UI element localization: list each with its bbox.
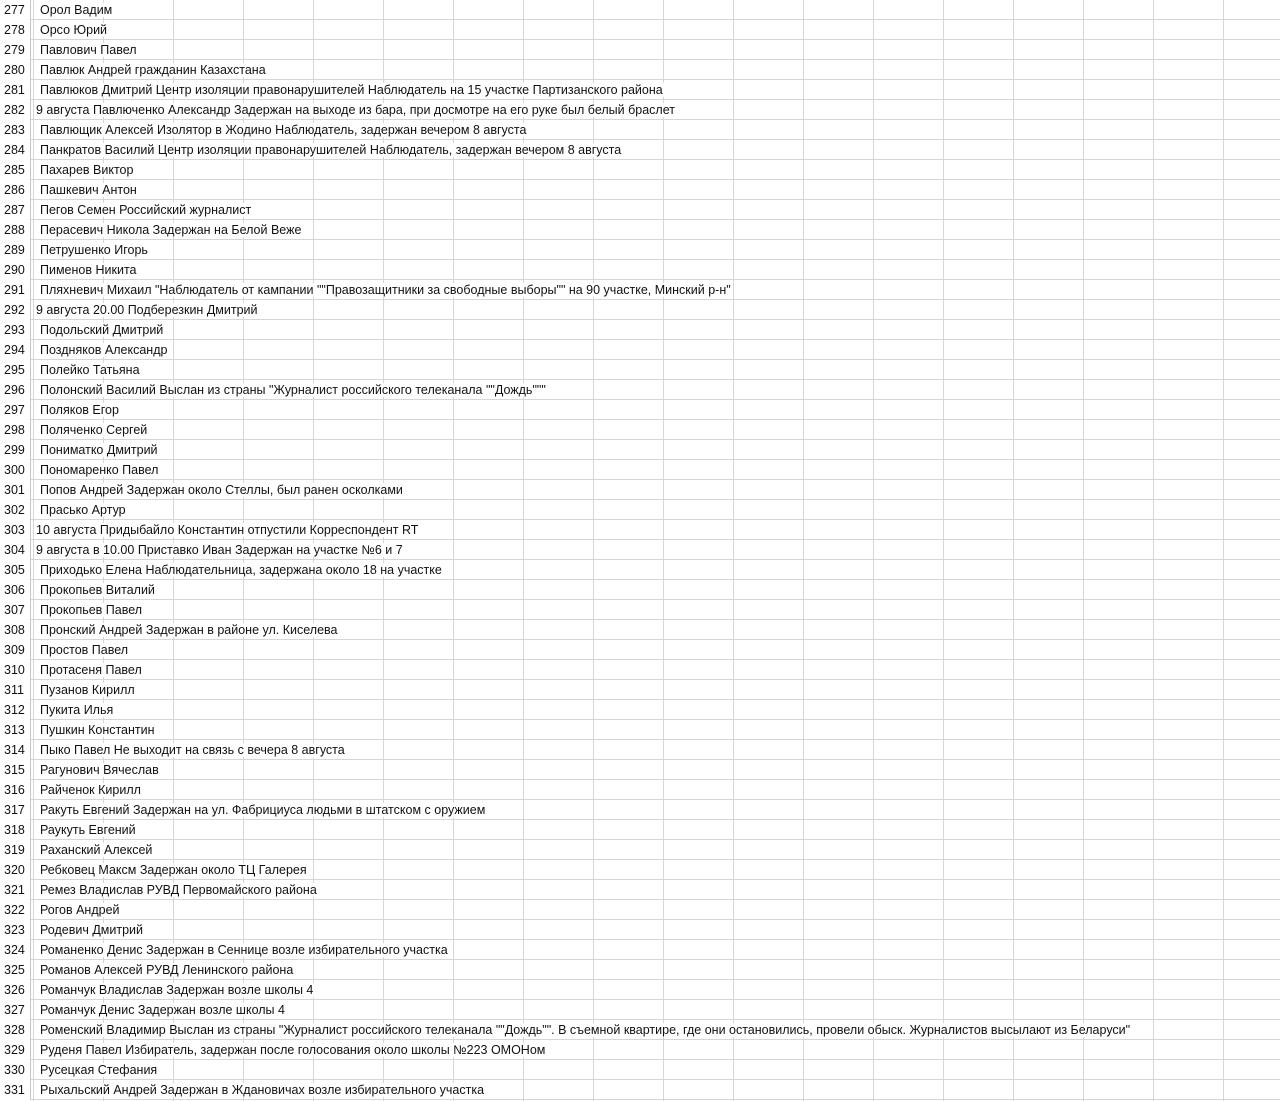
- sheet-row[interactable]: [0, 240, 1280, 260]
- cell-a[interactable]: [34, 0, 114, 20]
- sheet-row[interactable]: [0, 200, 1280, 220]
- row-number[interactable]: 311: [0, 680, 31, 700]
- row-number[interactable]: 284: [0, 140, 31, 160]
- row-number[interactable]: 321: [0, 880, 31, 900]
- cell-a[interactable]: [34, 60, 268, 80]
- cell-a[interactable]: [34, 820, 138, 840]
- cell-text: Протасеня Павел: [40, 663, 142, 677]
- cell-text: Простов Павел: [40, 643, 129, 657]
- cell-a[interactable]: [34, 320, 165, 340]
- cell-text: Романчук Денис Задержан возле школы 4: [40, 1003, 285, 1017]
- cell-a[interactable]: [34, 280, 733, 300]
- cell-a[interactable]: [34, 620, 339, 640]
- cell-a[interactable]: [34, 600, 144, 620]
- cell-a[interactable]: [34, 220, 303, 240]
- row-number[interactable]: 319: [0, 840, 31, 860]
- cell-a[interactable]: [34, 1080, 486, 1100]
- sheet-row[interactable]: [0, 380, 1280, 400]
- row-number[interactable]: 306: [0, 580, 31, 600]
- cell-text: Перасевич Никола Задержан на Белой Веже: [40, 223, 302, 237]
- cell-a[interactable]: [34, 540, 405, 560]
- cell-text: Орол Вадим: [40, 3, 113, 17]
- sheet-row[interactable]: [0, 480, 1280, 500]
- sheet-row[interactable]: [0, 140, 1280, 160]
- cell-text: Пономаренко Павел: [40, 463, 159, 477]
- cell-a[interactable]: [34, 580, 157, 600]
- row-number[interactable]: 315: [0, 760, 31, 780]
- cell-text: Орсо Юрий: [40, 23, 108, 37]
- cell-a[interactable]: [34, 420, 149, 440]
- row-number[interactable]: 327: [0, 1000, 31, 1020]
- row-number[interactable]: 310: [0, 660, 31, 680]
- cell-text: Руденя Павел Избиратель, задержан после голосования около школы №223 ОМОНом: [40, 1043, 546, 1057]
- cell-a[interactable]: [34, 400, 121, 420]
- cell-a[interactable]: [34, 300, 260, 320]
- sheet-row[interactable]: [0, 860, 1280, 880]
- sheet-row[interactable]: [0, 340, 1280, 360]
- cell-text: Пыко Павел Не выходит на связь с вечера 8 августа: [40, 743, 345, 757]
- cell-text: Пукита Илья: [40, 703, 114, 717]
- cell-text: 10 августа Придыбайло Константин отпустили Корреспондент RT: [36, 523, 419, 537]
- cell-a[interactable]: [34, 520, 420, 540]
- cell-text: Романенко Денис Задержан в Сеннице возле избирательного участка: [40, 943, 448, 957]
- row-number[interactable]: 278: [0, 20, 31, 40]
- sheet-row[interactable]: [0, 300, 1280, 320]
- cell-a[interactable]: [34, 800, 487, 820]
- sheet-row[interactable]: [0, 520, 1280, 540]
- row-number[interactable]: 328: [0, 1020, 31, 1040]
- sheet-row[interactable]: [0, 120, 1280, 140]
- cell-text: Полонский Василий Выслан из страны "Журналист российского телеканала ""Дождь""": [40, 383, 546, 397]
- sheet-row[interactable]: [0, 640, 1280, 660]
- row-number[interactable]: 323: [0, 920, 31, 940]
- row-number[interactable]: 283: [0, 120, 31, 140]
- sheet-row[interactable]: [0, 760, 1280, 780]
- cell-a[interactable]: [34, 500, 128, 520]
- cell-a[interactable]: [34, 200, 253, 220]
- sheet-row[interactable]: [0, 780, 1280, 800]
- row-number[interactable]: 314: [0, 740, 31, 760]
- sheet-row[interactable]: [0, 160, 1280, 180]
- sheet-row[interactable]: [0, 840, 1280, 860]
- cell-text: Ракуть Евгений Задержан на ул. Фабрициуса людьми в штатском с оружием: [40, 803, 486, 817]
- cell-a[interactable]: [34, 840, 154, 860]
- sheet-row[interactable]: [0, 1080, 1280, 1100]
- cell-text: Прокопьев Павел: [40, 603, 143, 617]
- row-number[interactable]: 295: [0, 360, 31, 380]
- cell-text: Пахарев Виктор: [40, 163, 134, 177]
- cell-text: Поляков Егор: [40, 403, 119, 417]
- row-number[interactable]: 320: [0, 860, 31, 880]
- cell-a[interactable]: [34, 980, 315, 1000]
- cell-a[interactable]: [34, 340, 169, 360]
- cell-text: 9 августа Павлюченко Александр Задержан на выходе из бара, при досмотре на его руке был белый браслет: [36, 103, 675, 117]
- row-number[interactable]: 329: [0, 1040, 31, 1060]
- cell-text: Павлюк Андрей гражданин Казахстана: [40, 63, 266, 77]
- cell-a[interactable]: [34, 440, 160, 460]
- row-number[interactable]: 308: [0, 620, 31, 640]
- cell-a[interactable]: [34, 560, 444, 580]
- sheet-row[interactable]: [0, 720, 1280, 740]
- row-number[interactable]: 325: [0, 960, 31, 980]
- cell-text: Прокопьев Виталий: [40, 583, 155, 597]
- sheet-row[interactable]: [0, 420, 1280, 440]
- cell-text: Ребковец Максм Задержан около ТЦ Галерея: [40, 863, 307, 877]
- cell-a[interactable]: [34, 140, 623, 160]
- row-number[interactable]: 303: [0, 520, 31, 540]
- sheet-row[interactable]: [0, 820, 1280, 840]
- cell-text: Русецкая Стефания: [40, 1063, 158, 1077]
- sheet-row[interactable]: [0, 440, 1280, 460]
- cell-a[interactable]: [34, 880, 319, 900]
- row-number[interactable]: 318: [0, 820, 31, 840]
- cell-text: Роменский Владимир Выслан из страны "Журналист российского телеканала ""Дождь"". В съемной квартире, где они остановились, провели обыск. Журналистов высылают из Беларуси": [40, 1023, 1131, 1037]
- cell-text: Рагунович Вячеслав: [40, 763, 159, 777]
- sheet-row[interactable]: [0, 660, 1280, 680]
- cell-text: Приходько Елена Наблюдательница, задержана около 18 на участке: [40, 563, 442, 577]
- cell-text: Петрушенко Игорь: [40, 243, 148, 257]
- sheet-row[interactable]: [0, 320, 1280, 340]
- row-number[interactable]: 299: [0, 440, 31, 460]
- sheet-row[interactable]: [0, 80, 1280, 100]
- cell-text: Романчук Владислав Задержан возле школы 4: [40, 983, 314, 997]
- sheet-row[interactable]: [0, 960, 1280, 980]
- sheet-row[interactable]: [0, 0, 1280, 20]
- cell-text: Пронский Андрей Задержан в районе ул. Киселева: [40, 623, 338, 637]
- row-number[interactable]: 305: [0, 560, 31, 580]
- cell-text: Родевич Дмитрий: [40, 923, 144, 937]
- row-number[interactable]: 285: [0, 160, 31, 180]
- row-number[interactable]: 280: [0, 60, 31, 80]
- sheet-row[interactable]: [0, 400, 1280, 420]
- cell-a[interactable]: [34, 1040, 547, 1060]
- sheet-row[interactable]: [0, 40, 1280, 60]
- cell-text: Павлющик Алексей Изолятор в Жодино Наблюдатель, задержан вечером 8 августа: [40, 123, 527, 137]
- cell-a[interactable]: [34, 20, 109, 40]
- cell-a[interactable]: [34, 40, 139, 60]
- row-number[interactable]: 282: [0, 100, 31, 120]
- cell-a[interactable]: [34, 460, 160, 480]
- row-number[interactable]: 326: [0, 980, 31, 1000]
- cell-text: Пониматко Дмитрий: [40, 443, 158, 457]
- row-number[interactable]: 330: [0, 1060, 31, 1080]
- cell-a[interactable]: [34, 960, 295, 980]
- sheet-row[interactable]: [0, 900, 1280, 920]
- cell-a[interactable]: [34, 740, 347, 760]
- sheet-row[interactable]: [0, 800, 1280, 820]
- cell-a[interactable]: [34, 760, 161, 780]
- row-number[interactable]: 324: [0, 940, 31, 960]
- cell-text: 9 августа 20.00 Подберезкин Дмитрий: [36, 303, 258, 317]
- row-number[interactable]: 291: [0, 280, 31, 300]
- cell-text: Павлюков Дмитрий Центр изоляции правонарушителей Наблюдатель на 15 участке Партизанского района: [40, 83, 663, 97]
- row-number[interactable]: 293: [0, 320, 31, 340]
- cell-text: Пегов Семен Российский журналист: [40, 203, 252, 217]
- sheet-row[interactable]: [0, 740, 1280, 760]
- row-number[interactable]: 297: [0, 400, 31, 420]
- cell-text: Пименов Никита: [40, 263, 137, 277]
- sheet-row[interactable]: [0, 1040, 1280, 1060]
- sheet-row[interactable]: [0, 20, 1280, 40]
- row-number[interactable]: 316: [0, 780, 31, 800]
- cell-a[interactable]: [34, 1060, 159, 1080]
- sheet-row[interactable]: [0, 280, 1280, 300]
- cell-text: Пашкевич Антон: [40, 183, 137, 197]
- cell-text: Поляченко Сергей: [40, 423, 148, 437]
- cell-text: Райченок Кирилл: [40, 783, 141, 797]
- cell-text: Попов Андрей Задержан около Стеллы, был ранен осколками: [40, 483, 403, 497]
- cell-text: Панкратов Василий Центр изоляции правонарушителей Наблюдатель, задержан вечером 8 августа: [40, 143, 622, 157]
- row-number[interactable]: 304: [0, 540, 31, 560]
- cell-text: Пузанов Кирилл: [40, 683, 135, 697]
- sheet-row[interactable]: [0, 1020, 1280, 1040]
- row-number[interactable]: 301: [0, 480, 31, 500]
- row-number[interactable]: 307: [0, 600, 31, 620]
- sheet-row[interactable]: [0, 1000, 1280, 1020]
- cell-a[interactable]: [34, 240, 150, 260]
- sheet-row[interactable]: [0, 940, 1280, 960]
- sheet-row[interactable]: [0, 1060, 1280, 1080]
- row-number[interactable]: 300: [0, 460, 31, 480]
- row-number[interactable]: 277: [0, 0, 31, 20]
- cell-text: Прасько Артур: [40, 503, 126, 517]
- cell-a[interactable]: [34, 640, 130, 660]
- sheet-row[interactable]: [0, 460, 1280, 480]
- cell-a[interactable]: [34, 180, 139, 200]
- sheet-row[interactable]: [0, 540, 1280, 560]
- row-number[interactable]: 309: [0, 640, 31, 660]
- row-number[interactable]: 296: [0, 380, 31, 400]
- cell-text: Рыхальский Андрей Задержан в Ждановичах возле избирательного участка: [40, 1083, 485, 1097]
- sheet-row[interactable]: [0, 500, 1280, 520]
- row-number[interactable]: 294: [0, 340, 31, 360]
- sheet-row[interactable]: [0, 180, 1280, 200]
- sheet-row[interactable]: [0, 60, 1280, 80]
- row-number[interactable]: 290: [0, 260, 31, 280]
- cell-a[interactable]: [34, 1020, 1132, 1040]
- cell-a[interactable]: [34, 720, 157, 740]
- cell-a[interactable]: [34, 900, 122, 920]
- row-number[interactable]: 331: [0, 1080, 31, 1100]
- cell-a[interactable]: [34, 360, 142, 380]
- cell-a[interactable]: [34, 120, 528, 140]
- cell-a[interactable]: [34, 700, 115, 720]
- row-number[interactable]: 317: [0, 800, 31, 820]
- cell-a[interactable]: [34, 860, 309, 880]
- sheet-row[interactable]: [0, 680, 1280, 700]
- cell-text: 9 августа в 10.00 Приставко Иван Задержан на участке №6 и 7: [36, 543, 403, 557]
- row-number[interactable]: 289: [0, 240, 31, 260]
- cell-a[interactable]: [34, 80, 665, 100]
- sheet-row[interactable]: [0, 360, 1280, 380]
- row-number[interactable]: 298: [0, 420, 31, 440]
- cell-text: Раукуть Евгений: [40, 823, 136, 837]
- cell-a[interactable]: [34, 380, 548, 400]
- sheet-row[interactable]: [0, 600, 1280, 620]
- cell-a[interactable]: [34, 1000, 287, 1020]
- row-number[interactable]: 286: [0, 180, 31, 200]
- cell-text: Ремез Владислав РУВД Первомайского района: [40, 883, 317, 897]
- row-number[interactable]: 322: [0, 900, 31, 920]
- row-number[interactable]: 281: [0, 80, 31, 100]
- cell-text: Подольский Дмитрий: [40, 323, 164, 337]
- cell-text: Романов Алексей РУВД Ленинского района: [40, 963, 294, 977]
- sheet-row[interactable]: [0, 620, 1280, 640]
- cell-a[interactable]: [34, 260, 138, 280]
- cell-a[interactable]: [34, 940, 450, 960]
- sheet-row[interactable]: [0, 560, 1280, 580]
- cell-a[interactable]: [34, 920, 145, 940]
- cell-a[interactable]: [34, 780, 143, 800]
- cell-text: Рогов Андрей: [40, 903, 120, 917]
- sheet-row[interactable]: [0, 580, 1280, 600]
- cell-a[interactable]: [34, 100, 677, 120]
- cell-text: Поздняков Александр: [40, 343, 168, 357]
- cell-text: Раханский Алексей: [40, 843, 153, 857]
- row-number[interactable]: 288: [0, 220, 31, 240]
- cell-a[interactable]: [34, 680, 137, 700]
- row-number[interactable]: 279: [0, 40, 31, 60]
- cell-a[interactable]: [34, 660, 144, 680]
- row-number[interactable]: 287: [0, 200, 31, 220]
- cell-text: Павлович Павел: [40, 43, 137, 57]
- cell-a[interactable]: [34, 480, 405, 500]
- sheet-row[interactable]: [0, 220, 1280, 240]
- sheet-row[interactable]: [0, 920, 1280, 940]
- cell-text: Пушкин Константин: [40, 723, 155, 737]
- cell-text: Полейко Татьяна: [40, 363, 140, 377]
- row-number[interactable]: 313: [0, 720, 31, 740]
- row-number[interactable]: 312: [0, 700, 31, 720]
- cell-a[interactable]: [34, 160, 135, 180]
- cell-text: Пляхневич Михаил "Наблюдатель от кампании ""Правозащитники за свободные выборы"" на 90 участке, Минский р-н": [40, 283, 731, 297]
- sheet-row[interactable]: [0, 880, 1280, 900]
- row-number[interactable]: 302: [0, 500, 31, 520]
- sheet-row[interactable]: [0, 700, 1280, 720]
- sheet-row[interactable]: [0, 980, 1280, 1000]
- sheet-row[interactable]: [0, 100, 1280, 120]
- sheet-row[interactable]: [0, 260, 1280, 280]
- row-number[interactable]: 292: [0, 300, 31, 320]
